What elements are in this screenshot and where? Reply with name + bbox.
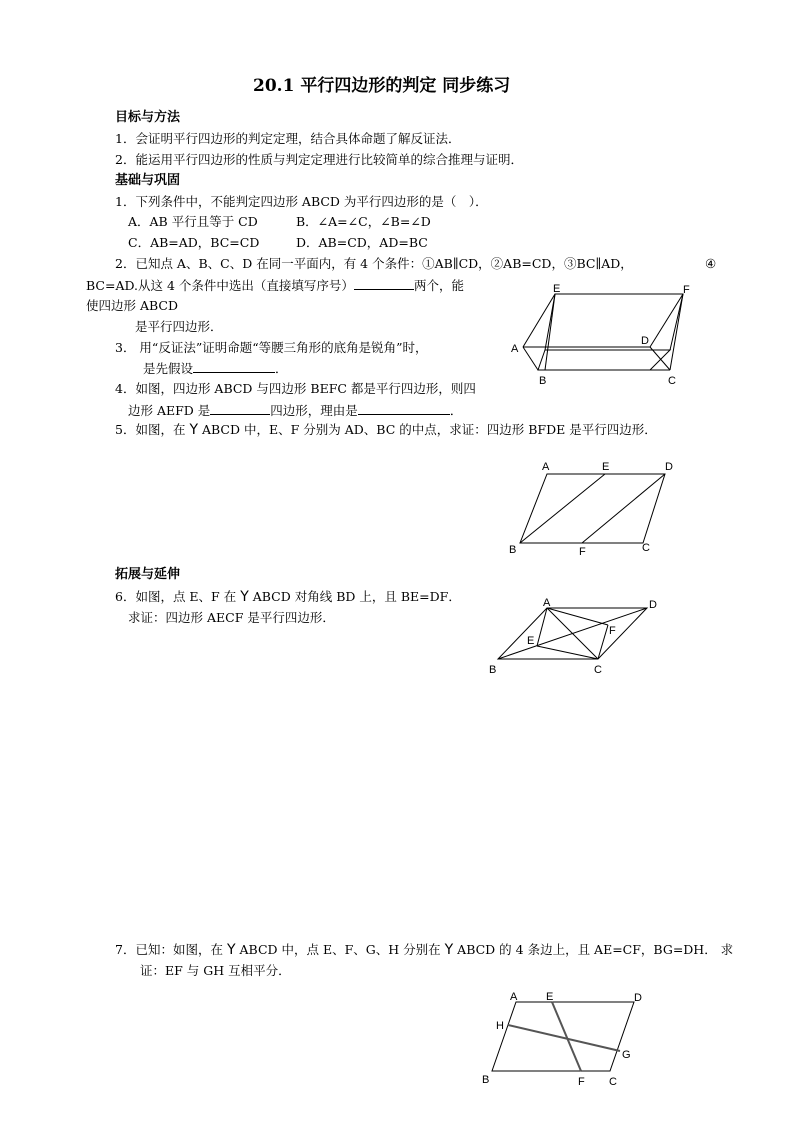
question-6-line-1 [115, 589, 461, 605]
point-label-c: C [642, 542, 650, 554]
answer-blank[interactable] [210, 402, 270, 415]
question-7-tail: ABCD 的 4 条边上，且 AE=CF，BG=DH． 求 [457, 942, 734, 957]
answer-blank[interactable] [358, 402, 450, 415]
section-heading-basic: 基础与巩固 [115, 173, 181, 188]
point-label-h: H [496, 1020, 504, 1032]
point-label-d: D [665, 461, 673, 473]
question-4-line-2-tail: ． [449, 403, 463, 418]
point-label-a: A [510, 991, 518, 1003]
question-3-line-2-tail: ． [275, 361, 288, 376]
section-heading-goals: 目标与方法 [115, 110, 181, 125]
question-1-option-c: C．AB=AD，BC=CD [128, 235, 260, 250]
answer-blank[interactable] [193, 360, 275, 373]
figure-edge [545, 294, 555, 370]
figure-edge [492, 1002, 634, 1071]
point-label-d: D [649, 599, 657, 611]
point-label-a: A [511, 343, 519, 355]
question-5-prefix: 5．如图，在 [115, 422, 186, 437]
question-4-line-2-mid: 四边形，理由是 [270, 403, 358, 418]
parallelogram-symbol: Y [240, 589, 249, 605]
question-7-line-2: 证：EF 与 GH 互相平分． [140, 963, 291, 978]
point-label-e: E [527, 635, 535, 647]
parallelogram-symbol: Y [444, 942, 454, 958]
page-title: 20.1 平行四边形的判定 同步练习 [253, 76, 511, 96]
question-2-line-2-tail: 两个，能 [413, 278, 464, 293]
question-2-line-4: 是平行四边形． [135, 319, 223, 334]
point-label-b: B [509, 544, 517, 556]
point-label-e: E [553, 283, 561, 295]
question-5-body: ABCD 中，E、F 分别为 AD、BC 的中点，求证：四边形 BFDE 是平行四边形． [201, 422, 657, 437]
question-6-line-2: 求证：四边形 AECF 是平行四边形． [128, 610, 335, 625]
question-1-option-b: B．∠A=∠C，∠B=∠D [296, 214, 431, 229]
question-6-body: ABCD 对角线 BD 上，且 BE=DF． [252, 589, 461, 604]
point-label-g: G [622, 1049, 631, 1061]
figure-edge [545, 294, 683, 350]
figure-edge [538, 350, 670, 370]
figure-edge [523, 347, 538, 370]
question-1-option-a: A．AB 平行且等于 CD [128, 214, 258, 229]
point-label-f: F [579, 546, 586, 558]
question-2-line-2 [86, 277, 464, 294]
question-3-line-2-text: 是先假设 [143, 361, 194, 376]
question-7-line-1 [115, 942, 733, 958]
question-3-line-1: 3． 用“反证法”证明命题“等腰三角形的底角是锐角”时， [115, 340, 428, 355]
parallelogram-symbol: Y [226, 942, 236, 958]
point-label-c: C [594, 664, 602, 676]
question-6-prefix: 6．如图，点 E、F 在 [115, 589, 237, 604]
question-7-mid: ABCD 中，点 E、F、G、H 分别在 [239, 942, 441, 957]
figure-edge [520, 474, 605, 543]
figure-edge [537, 646, 598, 659]
question-4-line-2-text: 边形 AEFD 是 [128, 403, 211, 418]
point-label-e: E [546, 991, 554, 1003]
point-label-e: E [602, 461, 610, 473]
question-5-stem [115, 422, 657, 438]
point-label-b: B [539, 375, 547, 387]
point-label-b: B [489, 664, 497, 676]
section-heading-extend: 拓展与延伸 [115, 567, 181, 582]
point-label-f: F [578, 1076, 585, 1088]
figure-edge [670, 294, 683, 370]
question-7-prefix: 7．已知：如图，在 [115, 942, 223, 957]
point-label-f: F [609, 625, 616, 637]
question-4-line-1: 4．如图，四边形 ABCD 与四边形 BEFC 都是平行四边形，则四 [115, 381, 476, 396]
point-label-c: C [668, 375, 676, 387]
figure-question-5 [505, 458, 685, 558]
question-2-line-2-text: BC=AD.从这 4 个条件中选出（直接填写序号） [86, 278, 354, 293]
point-label-c: C [609, 1076, 617, 1088]
question-2-circled-4: ④ [705, 256, 717, 271]
figure-edge [547, 608, 598, 659]
question-4-line-2 [128, 402, 462, 419]
point-label-a: A [542, 461, 550, 473]
point-label-b: B [482, 1074, 490, 1086]
question-1-option-d: D．AB=CD，AD=BC [296, 235, 428, 250]
point-label-a: A [543, 597, 551, 609]
point-label-d: D [634, 992, 642, 1004]
figure-question-6 [485, 595, 665, 680]
figure-question-4 [505, 280, 705, 390]
figure-question-7 [478, 985, 658, 1090]
answer-blank[interactable] [354, 277, 414, 290]
goal-item-1: 1．会证明平行四边形的判定定理，结合具体命题了解反证法． [115, 131, 461, 146]
point-label-d: D [641, 335, 649, 347]
point-label-f: F [683, 284, 690, 296]
question-1-stem: 1．下列条件中，不能判定四边形 ABCD 为平行四边形的是（ ）． [115, 194, 488, 209]
parallelogram-symbol: Y [189, 422, 198, 438]
figure-edge [582, 474, 665, 543]
goal-item-2: 2．能运用平行四边形的性质与判定定理进行比较简单的综合推理与证明． [115, 152, 523, 167]
question-2-line-1: 2．已知点 A、B、C、D 在同一平面内，有 4 个条件：①AB∥CD，②AB=CD，③BC∥AD， [115, 256, 633, 271]
question-2-line-3: 使四边形 ABCD [86, 298, 179, 313]
question-3-line-2 [143, 360, 288, 377]
